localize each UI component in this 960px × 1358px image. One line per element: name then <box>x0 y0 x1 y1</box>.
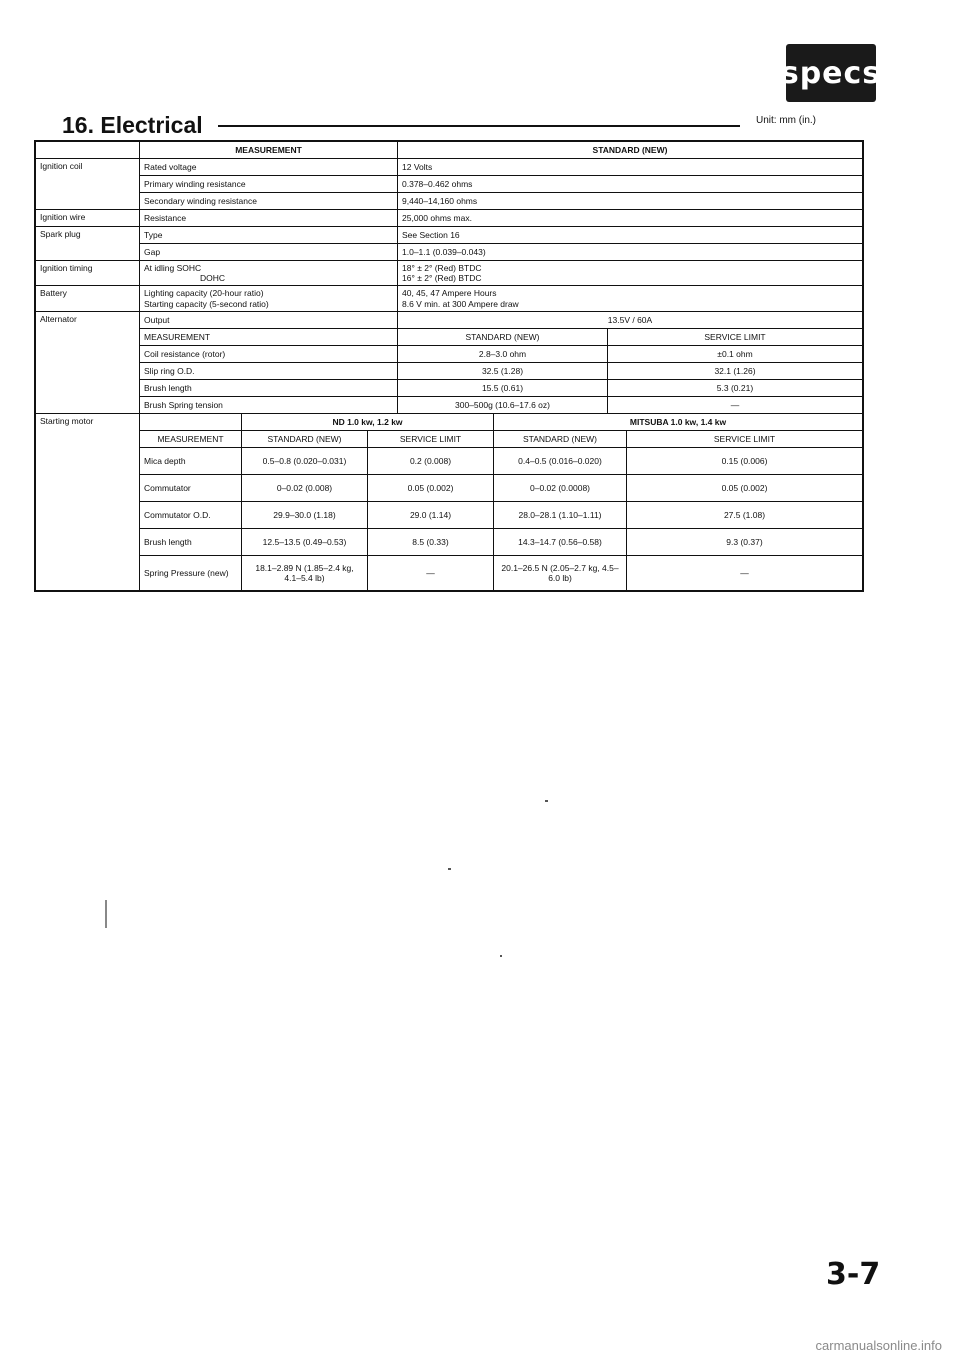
table-row: Brush length 12.5–13.5 (0.49–0.53) 8.5 (0.33) 14.3–14.7 (0.56–0.58) 9.3 (0.37) <box>140 529 862 556</box>
group-label: Alternator <box>36 312 140 413</box>
ignition-wire-section <box>36 210 862 227</box>
group-label: Ignition timing <box>36 261 140 285</box>
table-header <box>36 142 862 159</box>
nd-label: ND 1.0 kw, 1.2 kw <box>242 414 494 430</box>
table-row: Secondary winding resistance 9,440–14,160 ohms <box>140 193 862 209</box>
starting-motor-subheader: MEASUREMENT STANDARD (NEW) SERVICE LIMIT STANDARD (NEW) SERVICE LIMIT <box>140 431 862 448</box>
page-number: 3-7 <box>826 1257 881 1292</box>
table-row: Commutator O.D. 29.9–30.0 (1.18) 29.0 (1.14) 28.0–28.1 (1.10–1.11) 27.5 (1.08) <box>140 502 862 529</box>
standard-header: STANDARD (NEW) <box>592 144 668 155</box>
group-label: Ignition wire <box>36 210 140 226</box>
table-row: Primary winding resistance 0.378–0.462 ohms <box>140 176 862 193</box>
mitsuba-label: MITSUBA 1.0 kw, 1.4 kw <box>629 416 727 427</box>
alternator-subheader: MEASUREMENT STANDARD (NEW) SERVICE LIMIT <box>140 329 862 346</box>
specs-badge: specs <box>786 44 876 102</box>
table-row: Rated voltage 12 Volts <box>140 159 862 176</box>
group-label: Starting motor <box>36 414 140 590</box>
table-row: Slip ring O.D. 32.5 (1.28) 32.1 (1.26) <box>140 363 862 380</box>
alternator-section <box>36 312 862 414</box>
table-row: Type See Section 16 <box>140 227 862 244</box>
unit-label: Unit: mm (in.) <box>756 115 816 126</box>
table-row: Output 13.5V / 60A <box>140 312 862 329</box>
motor-brand-header <box>140 414 862 431</box>
group-label: Spark plug <box>36 227 140 260</box>
footer-watermark: carmanualsonline.info <box>815 1338 942 1353</box>
table-row: At idling SOHC DOHC 18° ± 2° (Red) BTDC 16° ± 2° (Red) BTDC <box>140 261 862 285</box>
table-row: Commutator 0–0.02 (0.008) 0.05 (0.002) 0–0.02 (0.0008) 0.05 (0.002) <box>140 475 862 502</box>
table-row: Resistance 25,000 ohms max. <box>140 210 862 226</box>
battery-section <box>36 286 862 311</box>
group-label: Battery <box>36 286 140 310</box>
table-row: Brush Spring tension 300–500g (10.6–17.6 oz) — <box>140 397 862 413</box>
table-row: Gap 1.0–1.1 (0.039–0.043) <box>140 244 862 260</box>
spark-plug-section <box>36 227 862 261</box>
table-row: Spring Pressure (new) 18.1–2.89 N (1.85–2.4 kg, 4.1–5.4 lb) — 20.1–26.5 N (2.05–2.7 kg, 4.5–6.0 lb) — <box>140 556 862 590</box>
table-row: Mica depth 0.5–0.8 (0.020–0.031) 0.2 (0.008) 0.4–0.5 (0.016–0.020) 0.15 (0.006) <box>140 448 862 475</box>
measurement-header: MEASUREMENT <box>140 142 398 158</box>
scan-speck <box>105 900 107 928</box>
scan-speck <box>545 800 548 802</box>
spec-table <box>34 140 864 592</box>
heading-rule <box>218 125 740 127</box>
group-label: Ignition coil <box>36 159 140 209</box>
table-row: Coil resistance (rotor) 2.8–3.0 ohm ±0.1 ohm <box>140 346 862 363</box>
section-title: 16. Electrical <box>62 112 203 138</box>
scan-speck <box>500 955 502 957</box>
ignition-coil-section <box>36 159 862 210</box>
scan-speck <box>448 868 451 870</box>
starting-motor-section <box>36 414 862 590</box>
table-row: Brush length 15.5 (0.61) 5.3 (0.21) <box>140 380 862 397</box>
table-row: Lighting capacity (20-hour ratio) Starting capacity (5-second ratio) 40, 45, 47 Ampere Hours 8.6 V min. at 300 Ampere draw <box>140 286 862 310</box>
ignition-timing-section <box>36 261 862 286</box>
